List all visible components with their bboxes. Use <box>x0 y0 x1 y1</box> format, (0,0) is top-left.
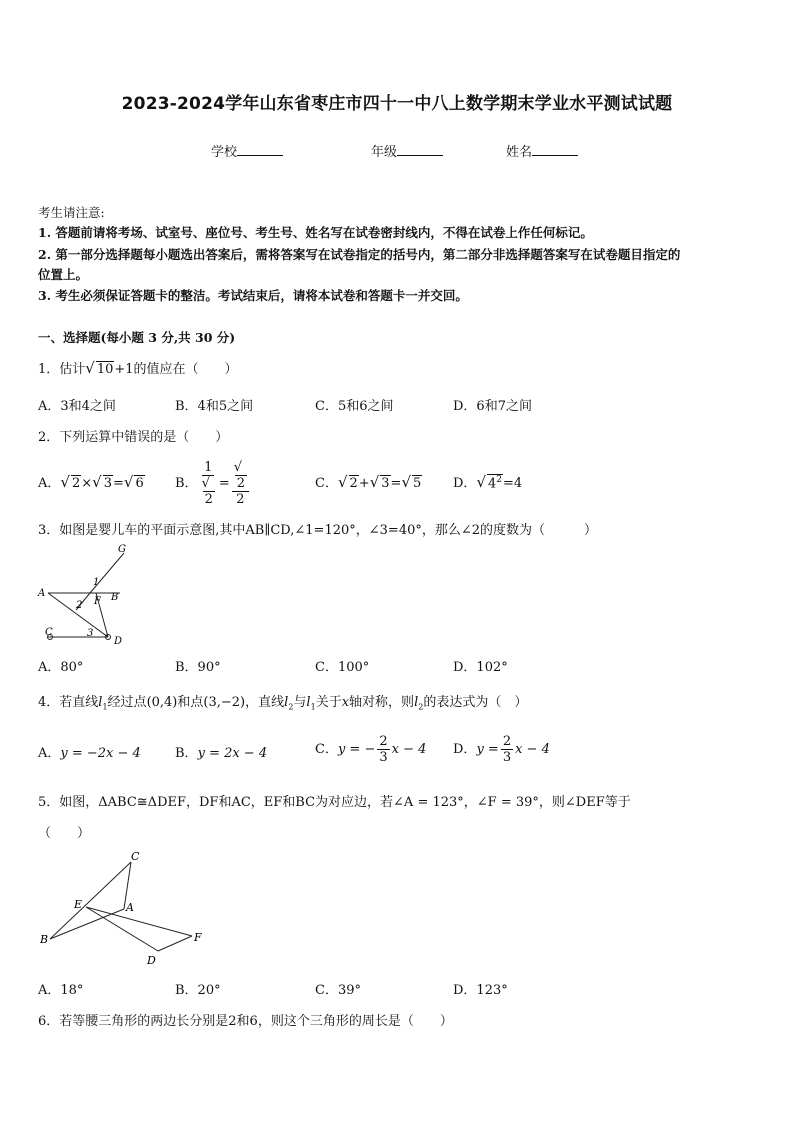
q2-a-radicand-1: 2 <box>71 476 81 491</box>
frac-numerator: 1 <box>204 460 213 475</box>
q4-line-symbol: l <box>284 695 289 710</box>
label-d: D <box>114 636 123 647</box>
label-b: B <box>40 933 49 946</box>
label-b: B <box>111 592 119 603</box>
q5-option-b[interactable]: B．20° <box>175 983 221 998</box>
seg-ef <box>86 907 192 936</box>
q4-d-frac <box>501 734 513 765</box>
q4-line-symbol: l <box>414 695 419 710</box>
q4-d-post: x − 4 <box>515 742 550 757</box>
section-heading: 一、选择题(每小题 3 分,共 30 分) <box>38 330 236 345</box>
q4-option-a[interactable] <box>38 742 141 761</box>
q4-b-label: B． <box>175 746 198 761</box>
q2-option-d[interactable] <box>453 472 522 491</box>
q4-option-c[interactable] <box>315 734 426 765</box>
q4-a-label: A． <box>38 746 61 761</box>
q2-c-op: + <box>358 476 370 491</box>
q5-option-d[interactable]: D．123° <box>453 983 508 998</box>
sqrt-symbol: √ <box>401 473 412 491</box>
frac-denominator: 3 <box>379 750 388 765</box>
q4-c-frac <box>377 734 389 765</box>
q4-text: ，直线 <box>245 695 285 710</box>
frac-radicand: 2 <box>204 492 213 507</box>
q2-d-label: D． <box>453 476 477 491</box>
grade-blank[interactable] <box>397 143 443 156</box>
q2-a-label: A． <box>38 476 61 491</box>
question-3: 3．如图是婴儿车的平面示意图,其中AB∥CD,∠1=120°，∠3=40°，那么∠2的度数为（ ） <box>38 523 598 538</box>
q4-text: 关于 <box>315 695 342 710</box>
notice-item-3: 3. 考生必须保证答题卡的整洁。考试结束后，请将本试卷和答题卡一并交回。 <box>38 288 468 303</box>
q2-c-label: C． <box>315 476 338 491</box>
q2-b-frac-1 <box>200 460 217 507</box>
school-label: 学校 <box>211 145 238 160</box>
q4-point-1: (0,4) <box>146 695 178 710</box>
q2-b-label: B． <box>175 476 198 491</box>
question-5: 5．如图，ΔABC≅ΔDEF，DF和AC，EF和BC为对应边，若∠A = 123°，∠F = 39°，则∠DEF等于 <box>38 795 631 810</box>
sqrt-symbol: √ <box>60 473 70 491</box>
q4-line-symbol: l <box>98 695 103 710</box>
q4-text: 4．若直线 <box>38 695 99 710</box>
frac-denominator: 3 <box>502 750 512 765</box>
q2-d-exponent: 2 <box>496 474 503 485</box>
label-c: C <box>45 627 53 638</box>
question-1 <box>38 358 238 377</box>
grade-field <box>371 141 443 160</box>
q4-text: 和点 <box>177 695 204 710</box>
school-field <box>211 141 283 160</box>
q4-c-post: x − 4 <box>391 742 427 757</box>
q2-c-radicand-2: 3 <box>381 476 390 491</box>
label-c: C <box>131 850 140 863</box>
q4-d-label: D． <box>453 742 477 757</box>
label-g: G <box>118 544 126 555</box>
q1-radicand: 10 <box>96 362 114 377</box>
q4-subscript: 1 <box>102 702 108 712</box>
label-1: 1 <box>93 577 100 588</box>
q2-a-radicand-3: 6 <box>135 476 144 491</box>
frac-denominator: 2 <box>236 492 245 507</box>
page-title: 2023-2024学年山东省枣庄市四十一中八上数学期末学业水平测试试题 <box>121 94 673 114</box>
q5-option-a[interactable]: A．18° <box>38 983 84 998</box>
sqrt-symbol: √ <box>92 473 102 491</box>
q4-text: 的表达式为（ ） <box>423 695 528 710</box>
q3-figure <box>36 540 136 650</box>
frac-numerator: √ 2 <box>232 460 249 492</box>
q4-c-label: C． <box>315 742 338 757</box>
q4-a-expr: y = −2x − 4 <box>60 746 141 761</box>
name-field <box>506 141 578 160</box>
q2-c-radicand-3: 5 <box>413 476 422 491</box>
q1-prefix: 1．估计 <box>38 362 86 377</box>
seg-df <box>158 936 192 951</box>
q4-option-d[interactable] <box>453 734 550 765</box>
grade-label: 年级 <box>371 145 398 160</box>
label-a: A <box>38 588 46 599</box>
q2-option-b[interactable] <box>175 460 251 507</box>
notice-item-2: 2. 第一部分选择题每小题选出答案后，需将答案写在试卷指定的括号内，第二部分非选择题答案写在试卷题目指定的 <box>38 247 681 262</box>
school-blank[interactable] <box>237 143 283 156</box>
sqrt-symbol: √ <box>123 473 134 491</box>
q3-option-a[interactable]: A．80° <box>38 660 84 675</box>
q2-c-radicand-1: 2 <box>349 476 358 491</box>
question-4 <box>38 691 527 712</box>
q4-subscript: 1 <box>310 702 316 712</box>
q4-c-pre: y = − <box>337 742 376 757</box>
q1-suffix: +1的值应在（ ） <box>114 362 238 377</box>
q2-d-eq: =4 <box>503 476 523 491</box>
notice-item-1: 1. 答题前请将考场、试室号、座位号、考生号、姓名写在试卷密封线内，不得在试卷上作任何标记。 <box>38 225 593 240</box>
q4-option-b[interactable] <box>175 742 267 761</box>
q3-option-d[interactable]: D．102° <box>453 660 508 675</box>
notice-heading: 考生请注意: <box>38 205 105 220</box>
q1-option-d[interactable]: D．6和7之间 <box>453 399 532 414</box>
q2-b-eq: = <box>218 476 230 491</box>
q5-option-c[interactable]: C．39° <box>315 983 361 998</box>
sqrt-symbol: √ <box>369 473 380 491</box>
label-d: D <box>147 954 156 967</box>
label-f: F <box>194 931 202 944</box>
q4-subscript: 2 <box>418 702 424 712</box>
q4-text: 轴对称，则 <box>349 695 415 710</box>
q4-text: 经过点 <box>107 695 147 710</box>
q4-axis-symbol: x <box>341 695 350 710</box>
seg-ed <box>86 907 158 951</box>
q2-a-radicand-2: 3 <box>103 476 112 491</box>
q1-option-a[interactable]: A．3和4之间 <box>38 399 116 414</box>
name-blank[interactable] <box>532 143 578 156</box>
label-f: F <box>94 596 101 607</box>
q2-option-c[interactable] <box>315 472 422 491</box>
label-2: 2 <box>76 600 83 611</box>
q4-b-expr: y = 2x − 4 <box>197 746 268 761</box>
q4-line-symbol: l <box>306 695 311 710</box>
q1-option-b[interactable]: B．4和5之间 <box>175 399 254 414</box>
q4-text: 与 <box>293 695 307 710</box>
question-2: 2．下列运算中错误的是（ ） <box>38 430 229 445</box>
sqrt-symbol: √ <box>337 473 348 491</box>
name-label: 姓名 <box>506 145 533 160</box>
q2-c-eq: = <box>390 476 402 491</box>
q2-d-base: 4 <box>488 476 497 491</box>
question-5-paren: （ ） <box>38 826 91 841</box>
label-3: 3 <box>87 628 94 639</box>
frac-numerator: 2 <box>502 734 512 749</box>
q4-point-2: (3,−2) <box>203 695 246 710</box>
frac-radicand: 2 <box>236 476 246 491</box>
q3-option-b[interactable]: B．90° <box>175 660 221 675</box>
question-6: 6．若等腰三角形的两边长分别是2和6，则这个三角形的周长是（ ） <box>38 1014 453 1029</box>
frac-denominator: √ 2 <box>201 476 213 507</box>
q5-figure <box>36 845 216 970</box>
q3-option-c[interactable]: C．100° <box>315 660 370 675</box>
notice-item-2-cont: 位置上。 <box>38 267 89 282</box>
q1-option-c[interactable]: C．5和6之间 <box>315 399 394 414</box>
label-e: E <box>74 898 83 911</box>
q2-d-radicand <box>487 474 503 491</box>
label-a: A <box>126 901 134 914</box>
q2-a-op: × <box>81 476 93 491</box>
frac-numerator: 2 <box>379 734 388 749</box>
q4-subscript: 2 <box>288 702 294 712</box>
q2-a-eq: = <box>112 476 124 491</box>
sqrt-symbol: √ <box>85 359 95 377</box>
q2-b-frac-2 <box>232 460 249 507</box>
q4-d-pre: y = <box>476 742 499 757</box>
q2-option-a[interactable] <box>38 472 145 491</box>
sqrt-symbol: √ <box>476 473 486 491</box>
